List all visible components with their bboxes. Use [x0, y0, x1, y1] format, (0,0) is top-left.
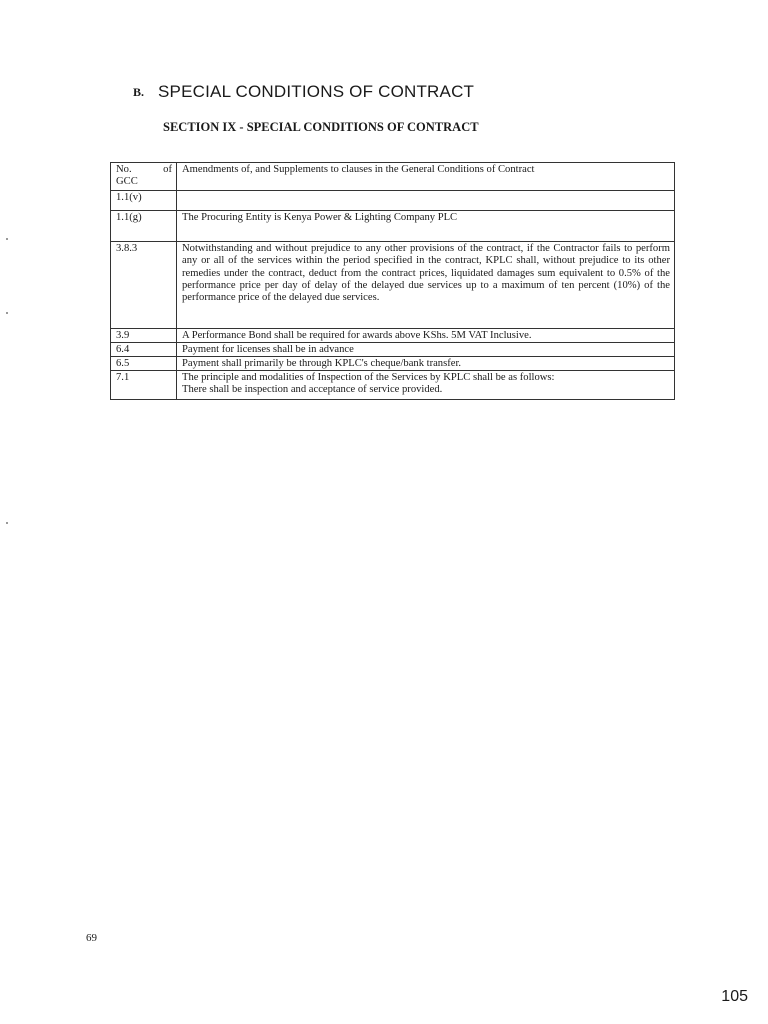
clause-text	[177, 370, 675, 399]
table-row	[111, 370, 675, 399]
table-row	[111, 190, 675, 210]
gcc-header-gcc: GCC	[116, 176, 138, 188]
clause-text: The Procuring Entity is Kenya Power & Lighting Company PLC	[177, 210, 675, 241]
scan-mark	[6, 522, 8, 524]
clause-number: 7.1	[111, 370, 177, 399]
clause-text-line: There shall be inspection and acceptance of service provided.	[182, 384, 443, 396]
table-row	[111, 241, 675, 328]
section-letter: B.	[133, 84, 145, 99]
clause-text-line: The principle and modalities of Inspection of the Services by KPLC shall be as follows:	[182, 371, 555, 383]
clause-number: 3.8.3	[111, 241, 177, 328]
gcc-number-header	[111, 163, 177, 191]
clause-number: 1.1(v)	[111, 190, 177, 210]
clause-text	[177, 190, 675, 210]
special-conditions-table	[110, 162, 675, 400]
scan-mark	[6, 312, 8, 314]
clause-number: 3.9	[111, 328, 177, 342]
clause-number: 6.5	[111, 356, 177, 370]
document-page-stamp: 105	[721, 988, 748, 1005]
page-number: 69	[86, 932, 97, 944]
gcc-header-of: of	[163, 164, 172, 175]
clause-number: 6.4	[111, 342, 177, 356]
clause-number: 1.1(g)	[111, 210, 177, 241]
section-heading-title: SPECIAL CONDITIONS OF CONTRACT	[158, 82, 475, 101]
table-row	[111, 210, 675, 241]
table-row	[111, 328, 675, 342]
amendments-header: Amendments of, and Supplements to clauses in the General Conditions of Contract	[177, 163, 675, 191]
table-header-row	[111, 163, 675, 191]
table-row	[111, 342, 675, 356]
clause-text: A Performance Bond shall be required for awards above KShs. 5M VAT Inclusive.	[177, 328, 675, 342]
section-heading	[133, 82, 474, 102]
gcc-header-no: No.	[116, 164, 132, 175]
clause-text: Payment for licenses shall be in advance	[177, 342, 675, 356]
table-row	[111, 356, 675, 370]
scan-mark	[6, 238, 8, 240]
clause-text: Payment shall primarily be through KPLC's cheque/bank transfer.	[177, 356, 675, 370]
section-subtitle: SECTION IX - SPECIAL CONDITIONS OF CONTRACT	[163, 120, 479, 134]
clause-text: Notwithstanding and without prejudice to any other provisions of the contract, if the Contractor fails to perform any or all of the services within the period specified in the contract, KPLC shall, without prejudice to its other remedies under the contract, deduct from the contract prices, liquidated damages sum equivalent to 0.5% of the performance price per day of delay of the delayed due services up to a maximum of ten percent (10%) of the performance price of the delayed due services.	[177, 241, 675, 328]
